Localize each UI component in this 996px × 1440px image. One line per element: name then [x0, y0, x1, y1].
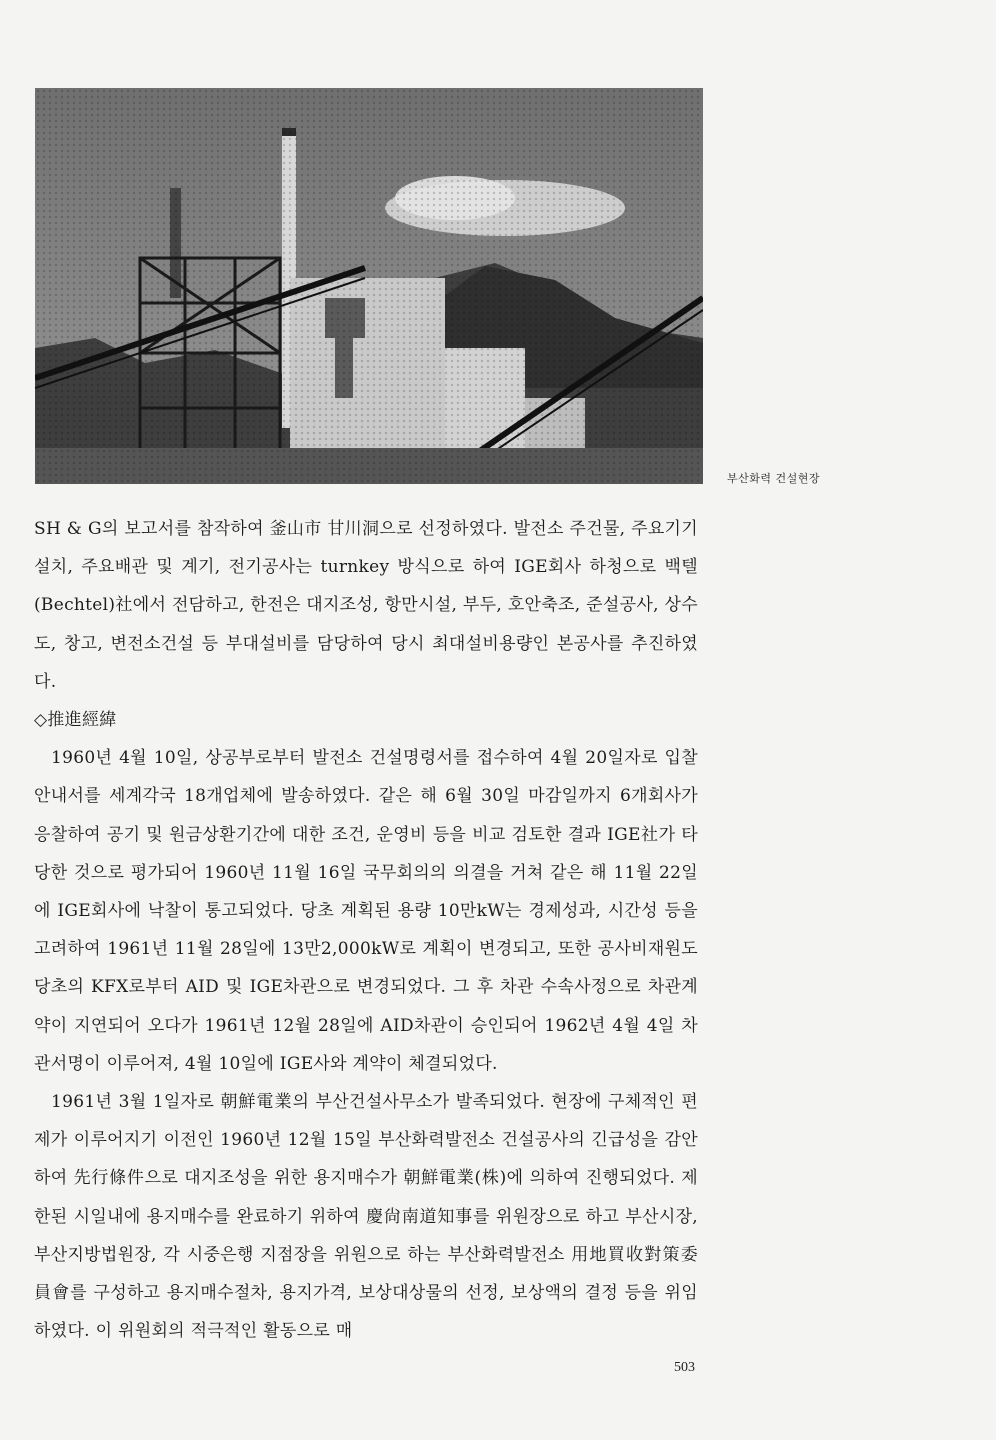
page-number: 503	[674, 1360, 695, 1375]
paragraph-land-acquisition: 1961년 3월 1일자로 朝鮮電業의 부산건설사무소가 발족되었다. 현장에 구체적인 편제가 이루어지기 이전인 1960년 12월 15일 부산화력발전소 건설공사의 긴급성을 감안하여 先行條件으로 대지조성을 위한 용지매수가 朝鮮電業(株)에 의하여 진행되었다. 제한된 시일내에 용지매수를 완료하기 위하여 慶尙南道知事를 위원장으로 하고 부산시장, 부산지방법원장, 각 시중은행 지점장을 위원으로 하는 부산화력발전소 用地買收對策委員會를 구성하고 용지매수절차, 용지가격, 보상대상물의 선정, 보상액의 결정 등을 위임하였다. 이 위원회의 적극적인 활동으로 매	[34, 1092, 698, 1342]
construction-site-photo	[35, 88, 703, 484]
section-heading: ◇推進經緯	[34, 710, 117, 731]
body-text	[34, 510, 698, 1350]
paragraph-history: 1960년 4월 10일, 상공부로부터 발전소 건설명령서를 접수하여 4월 20일자로 입찰안내서를 세계각국 18개업체에 발송하였다. 같은 해 6월 30일 마감일까지 6개회사가 응찰하여 공기 및 원금상환기간에 대한 조건, 운영비 등을 비교 검토한 결과 IGE社가 타당한 것으로 평가되어 1960년 11월 16일 국무회의의 의결을 거쳐 같은 해 11월 22일에 IGE회사에 낙찰이 통고되었다. 당초 계획된 용량 10만kW는 경제성과, 시간성 등을 고려하여 1961년 11월 28일에 13만2,000kW로 계획이 변경되고, 또한 공사비재원도 당초의 KFX로부터 AID 및 IGE차관으로 변경되었다. 그 후 차관 수속사정으로 차관계약이 지연되어 오다가 1961년 12월 28일에 AID차관이 승인되어 1962년 4월 4일 차관서명이 이루어져, 4월 10일에 IGE사와 계약이 체결되었다.	[34, 748, 698, 1074]
intro-paragraph: SH & G의 보고서를 참작하여 釜山市 甘川洞으로 선정하였다. 발전소 주건물, 주요기기설치, 주요배관 및 계기, 전기공사는 turnkey 방식으로 하여 IGE회사 하청으로 백텔(Bechtel)社에서 전담하고, 한전은 대지조성, 항만시설, 부두, 호안축조, 준설공사, 상수도, 창고, 변전소건설 등 부대설비를 담당하여 당시 최대설비용량인 본공사를 추진하였다.	[34, 519, 698, 692]
photo-caption: 부산화력 건설현장	[727, 472, 821, 485]
